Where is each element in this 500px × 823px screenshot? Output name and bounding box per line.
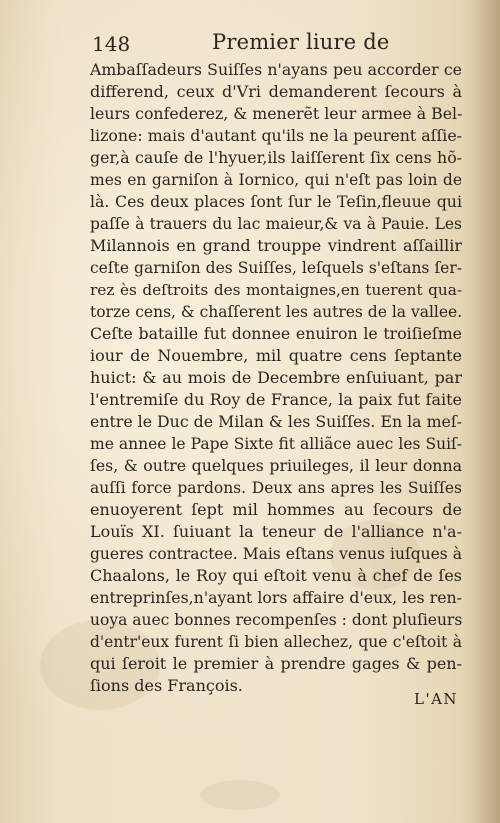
text-line: ſions des François.	[90, 676, 243, 695]
text-line: Ceſte bataille fut donnee enuiron le troiſieſme	[90, 324, 462, 343]
page-header	[92, 28, 462, 58]
text-line: ceſte garniſon des Suiſſes, leſquels s'eſtans ſer-	[90, 259, 462, 277]
text-line: iour de Nouembre, mil quatre cens ſeptante	[90, 346, 462, 365]
text-line: Chaalons, le Roy qui eſtoit venu à chef de ſes	[90, 566, 462, 585]
text-line: ſes, & outre quelques priuileges, il leur donna	[90, 456, 462, 475]
text-line: Ambaſſadeurs Suiſſes n'ayans peu accorder ce	[90, 60, 462, 79]
text-line: là. Ces deux places ſont ſur le Teſin,fleuue qui	[90, 192, 462, 211]
body-text	[90, 59, 462, 697]
text-line: uoya auec bonnes recompenſes : dont pluſieurs	[90, 611, 463, 629]
text-line: enuoyerent ſept mil hommes au ſecours de	[90, 500, 462, 519]
text-line: gueres contractee. Mais eſtans venus iuſques à	[90, 545, 462, 563]
text-line: lizone: mais d'autant qu'ils ne la peurent aſſie-	[90, 126, 462, 145]
text-line: differend, ceux d'Vri demanderent ſecours à	[90, 82, 462, 101]
text-line: entre le Duc de Milan & les Suiſſes. En la meſ-	[90, 412, 462, 431]
page-number: 148	[92, 32, 131, 56]
text-line: leurs confederez, & menerẽt leur armee à Bel-	[90, 104, 463, 123]
text-line: d'entr'eux furent ſi bien allechez, que c'eſtoit à	[90, 633, 462, 651]
text-line: ger,à cauſe de l'hyuer,ils laiſſerent ſix cens hõ-	[90, 148, 462, 167]
paper-stain	[200, 780, 280, 810]
text-line: rez ès deſtroits des montaignes,en tuerent qua-	[90, 281, 462, 299]
text-line: Milannois en grand trouppe vindrent aſſaillir	[90, 236, 462, 255]
text-line: l'entremiſe du Roy de France, la paix fut faite	[90, 390, 462, 409]
gutter-shadow	[474, 0, 500, 823]
catchword: L'AN	[414, 690, 459, 708]
text-line: mes en garniſon à Iornico, qui n'eſt pas loin de	[90, 171, 462, 189]
text-line: qui ſeroit le premier à prendre gages & pen-	[90, 654, 462, 673]
text-line: huict: & au mois de Decembre enſuiuant, par	[90, 368, 462, 387]
text-line: Louïs XI. ſuiuant la teneur de l'alliance n'a-	[90, 522, 462, 541]
text-line: torze cens, & chaſſerent les autres de la vallee.	[90, 303, 463, 321]
text-line: auſſi force pardons. Deux ans apres les Suiſſes	[90, 479, 462, 497]
text-line: entreprinſes,n'ayant lors affaire d'eux, les ren-	[90, 588, 462, 607]
text-line: paſſe à trauers du lac maieur,& va à Pauie. Les	[90, 215, 462, 233]
running-head: Premier liure de	[212, 30, 390, 54]
text-line: me annee le Pape Sixte fit alliãce auec les Suiſ-	[90, 435, 462, 453]
